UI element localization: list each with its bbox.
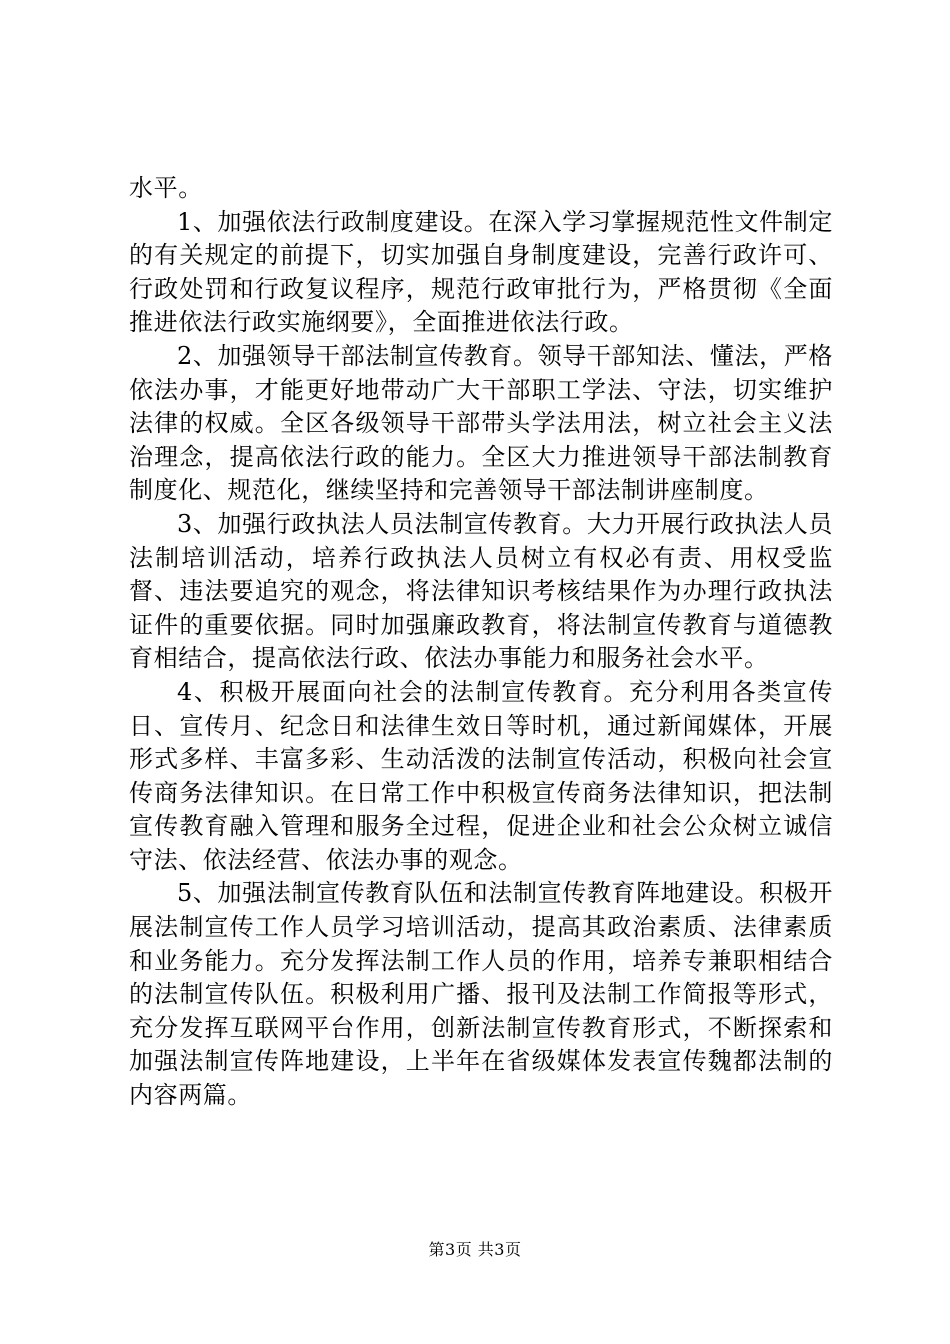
paragraph-item-1: 1、加强依法行政制度建设。在深入学习掌握规范性文件制定的有关规定的前提下，切实加强自身制度建设，完善行政许可、行政处罚和行政复议程序，规范行政审批行为，严格贯彻《全面推进依法行政实施纲要》，全面推进依法行政。 bbox=[129, 207, 833, 337]
paragraph-item-3: 3、加强行政执法人员法制宣传教育。大力开展行政执法人员法制培训活动，培养行政执法人员树立有权必有责、用权受监督、违法要追究的观念，将法律知识考核结果作为办理行政执法证件的重要依据。同时加强廉政教育，将法制宣传教育与道德教育相结合，提高依法行政、依法办事能力和服务社会水平。 bbox=[129, 509, 833, 673]
page-footer bbox=[0, 1240, 950, 1260]
page-number-label: 第3页 共3页 bbox=[428, 1240, 522, 1259]
paragraph-item-5: 5、加强法制宣传教育队伍和法制宣传教育阵地建设。积极开展法制宣传工作人员学习培训活动，提高其政治素质、法律素质和业务能力。充分发挥法制工作人员的作用，培养专兼职相结合的法制宣传队伍。积极利用广播、报刊及法制工作简报等形式，充分发挥互联网平台作用，创新法制宣传教育形式，不断探索和加强法制宣传阵地建设，上半年在省级媒体发表宣传魏都法制的内容两篇。 bbox=[129, 879, 833, 1110]
document-body bbox=[129, 172, 833, 1113]
paragraph-item-2: 2、加强领导干部法制宣传教育。领导干部知法、懂法，严格依法办事，才能更好地带动广大干部职工学法、守法，切实维护法律的权威。全区各级领导干部带头学法用法，树立社会主义法治理念，提高依法行政的能力。全区大力推进领导干部法制教育制度化、规范化，继续坚持和完善领导干部法制讲座制度。 bbox=[129, 341, 833, 505]
paragraph-item-4: 4、积极开展面向社会的法制宣传教育。充分利用各类宣传日、宣传月、纪念日和法律生效日等时机，通过新闻媒体，开展形式多样、丰富多彩、生动活泼的法制宣传活动，积极向社会宣传商务法律知识。在日常工作中积极宣传商务法律知识，把法制宣传教育融入管理和服务全过程，促进企业和社会公众树立诚信守法、依法经营、依法办事的观念。 bbox=[129, 677, 833, 874]
paragraph-continuation: 水平。 bbox=[129, 174, 203, 202]
